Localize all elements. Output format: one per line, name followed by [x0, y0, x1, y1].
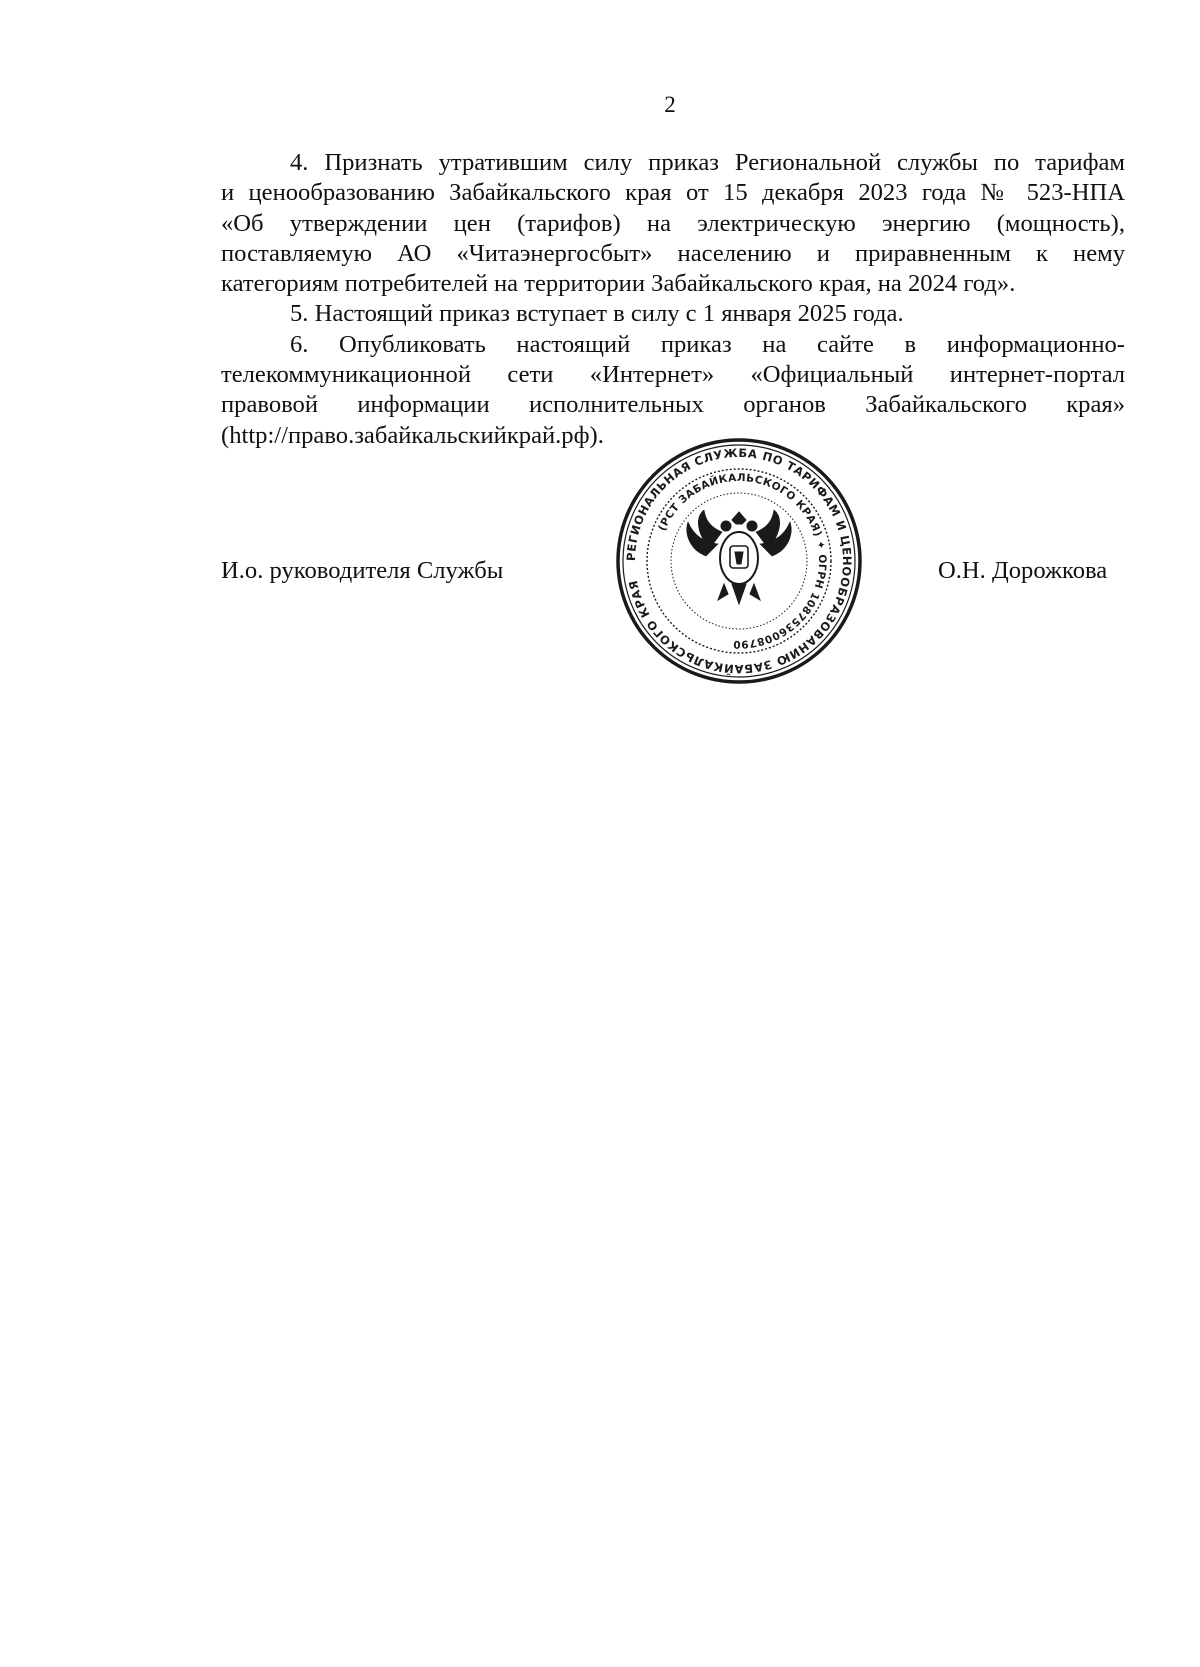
signatory-name: О.Н. Дорожкова [938, 557, 1108, 584]
official-seal [614, 436, 864, 686]
paragraph-line: правовой информации исполнительных органов Забайкальского края» [221, 391, 1125, 419]
double-headed-eagle-emblem [687, 510, 791, 604]
paragraph-line: 6. Опубликовать настоящий приказ на сайте в информационно- [290, 330, 1125, 358]
seal-outer-text: РЕГИОНАЛЬНАЯ СЛУЖБА ПО ТАРИФАМ И ЦЕНООБРАЗОВАНИЮ ЗАБАЙКАЛЬСКОГО КРАЯ [623, 445, 855, 677]
paragraph-6 [221, 330, 1125, 451]
paragraph-line: категориям потребителей на территории Забайкальского края, на 2024 год». [221, 270, 1016, 298]
signatory-position: И.о. руководителя Службы [221, 557, 504, 584]
paragraph-4 [221, 148, 1125, 299]
page-number: 2 [664, 92, 676, 117]
paragraph-line: «Об утверждении цен (тарифов) на электрическую энергию (мощность), [221, 209, 1125, 237]
paragraph-line: и ценообразованию Забайкальского края от 15 декабря 2023 года № 523-НПА [221, 179, 1125, 207]
paragraph-line: (http://право.забайкальскийкрай.рф). [221, 421, 604, 449]
paragraph-line: 4. Признать утратившим силу приказ Региональной службы по тарифам [290, 149, 1125, 176]
seal-inner-text: (РСТ ЗАБАЙКАЛЬСКОГО КРАЯ) ✦ ОГРН 1087536008790 [656, 471, 829, 651]
paragraph-line: телекоммуникационной сети «Интернет» «Официальный интернет-портал [221, 361, 1125, 389]
paragraph-line: 5. Настоящий приказ вступает в силу с 1 января 2025 года. [290, 300, 904, 328]
document-body [221, 148, 1125, 451]
paragraph-5 [221, 299, 1125, 329]
paragraph-line: поставляемую АО «Читаэнергосбыт» населению и приравненным к нему [221, 239, 1125, 267]
